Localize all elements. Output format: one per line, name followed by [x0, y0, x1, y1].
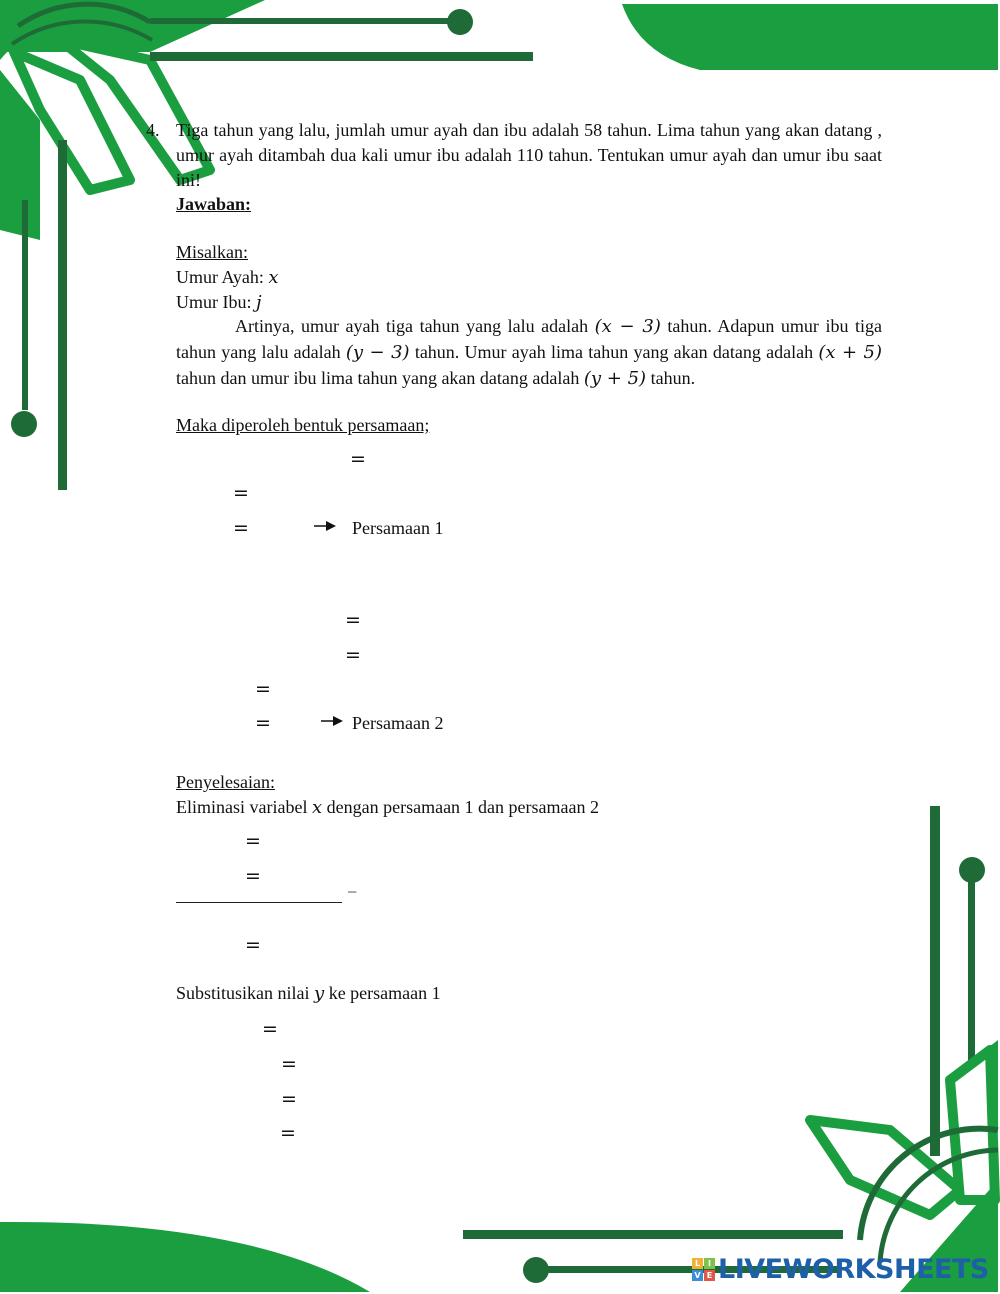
corner-bar [150, 52, 533, 61]
equals-sign: = [262, 1018, 278, 1040]
corner-bar [150, 18, 450, 24]
corner-dot [447, 9, 473, 35]
explanation-text: tahun dan umur ibu lima tahun yang akan datang adalah [176, 367, 584, 388]
umur-ayah-line [176, 265, 279, 290]
explanation-text: tahun. [646, 367, 696, 388]
eliminasi-text: Eliminasi variabel [176, 797, 312, 817]
math-expression: (y − 3) [345, 341, 410, 363]
explanation-paragraph [176, 314, 882, 391]
equals-sign: = [281, 1053, 297, 1075]
substitusi-text: ke persamaan 1 [324, 983, 441, 1003]
question-text: Tiga tahun yang lalu, jumlah umur ayah dan ibu adalah 58 tahun. Lima tahun yang akan datang , umur ayah ditambah dua kali umur ibu adalah 110 tahun. Tentukan umur ayah dan umur ibu saat ini! [176, 120, 882, 190]
logo-cell: E [704, 1270, 715, 1281]
substitusi-text: Substitusikan nilai [176, 983, 315, 1003]
misalkan-label: Misalkan: [176, 242, 248, 262]
logo-cell: I [704, 1258, 715, 1269]
explanation-text: tahun. Adapun umur ibu tiga tahun yang lalu adalah [176, 316, 882, 362]
equals-sign: = [245, 934, 261, 956]
corner-dot [11, 411, 37, 437]
math-expression: (x − 3) [594, 316, 661, 337]
persamaan-1-label: Persamaan 1 [352, 518, 444, 538]
equals-sign: = [233, 482, 249, 504]
math-expression: (x + 5) [818, 341, 882, 363]
umur-ibu-line [176, 290, 262, 315]
corner-bar [463, 1230, 843, 1239]
equals-sign: = [345, 609, 361, 631]
equals-sign: = [345, 644, 361, 666]
persamaan-2-label: Persamaan 2 [352, 713, 444, 733]
explanation-text: Artinya, umur ayah tiga tahun yang lalu adalah [235, 316, 595, 336]
equals-sign: = [280, 1122, 296, 1144]
umur-ayah-variable: x [268, 267, 279, 288]
corner-leaf [950, 1050, 995, 1200]
liveworksheets-logo [692, 1254, 989, 1284]
arrow-right-icon [321, 716, 343, 726]
corner-bar [930, 806, 940, 1156]
corner-dot [523, 1257, 549, 1283]
logo-grid-icon [692, 1258, 715, 1281]
minus-sign: − [347, 882, 358, 902]
corner-swoosh [622, 4, 998, 70]
logo-cell: V [692, 1270, 703, 1281]
equals-sign: = [281, 1088, 297, 1110]
arrow-right-icon [314, 521, 336, 531]
maka-label: Maka diperoleh bentuk persamaan; [176, 415, 430, 435]
equals-sign: = [255, 678, 271, 700]
answer-heading: Jawaban: [176, 194, 252, 214]
logo-cell: L [692, 1258, 703, 1269]
equals-sign: = [245, 830, 261, 852]
eliminasi-text: dengan persamaan 1 dan persamaan 2 [322, 797, 600, 817]
explanation-text: tahun. Umur ayah lima tahun yang akan datang adalah [409, 341, 819, 362]
substitusi-line [176, 981, 441, 1006]
equals-sign: = [350, 448, 366, 470]
corner-dot [959, 857, 985, 883]
corner-bar [58, 140, 67, 490]
umur-ibu-variable: j [256, 292, 262, 313]
eliminasi-line [176, 795, 599, 820]
corner-bar [22, 200, 28, 410]
math-expression: (y + 5) [583, 367, 647, 389]
logo-text: LIVEWORKSHEETS [718, 1253, 989, 1285]
umur-ayah-label: Umur Ayah: [176, 267, 264, 287]
substitusi-variable: y [314, 983, 325, 1004]
corner-swoosh [0, 1222, 370, 1292]
equals-sign: = [245, 865, 261, 887]
equals-sign: = [255, 712, 271, 734]
eliminasi-variable: x [311, 797, 323, 818]
penyelesaian-label: Penyelesaian: [176, 772, 275, 792]
question-number: 4. [146, 120, 160, 140]
umur-ibu-label: Umur Ibu: [176, 292, 252, 312]
subtraction-line [176, 902, 342, 903]
equals-sign: = [233, 517, 249, 539]
